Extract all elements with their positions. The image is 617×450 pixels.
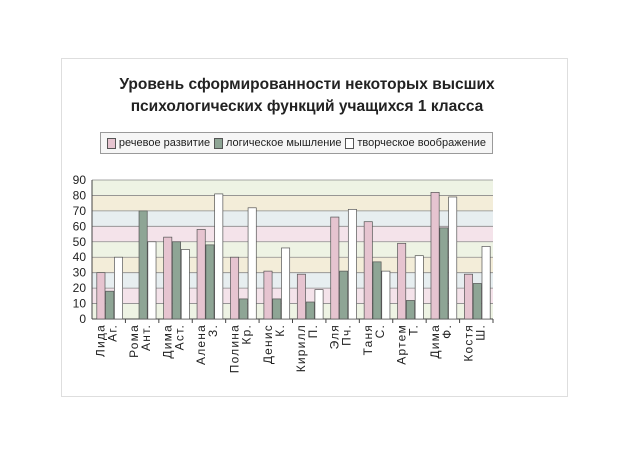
bar xyxy=(406,300,414,319)
bar xyxy=(215,194,223,319)
bar xyxy=(139,211,147,319)
bar xyxy=(382,271,390,319)
x-tick-label: Таня xyxy=(361,324,376,356)
bar xyxy=(181,250,189,320)
bar xyxy=(340,271,348,319)
legend-label-logic: логическое мышление xyxy=(225,137,342,149)
chart-title-line-2: психологических функций учащихся 1 класса xyxy=(130,98,484,115)
x-tick-label: З. xyxy=(205,324,220,337)
chart-title-line-1: Уровень сформированности некоторых высших xyxy=(119,76,495,93)
x-tick-label: Т. xyxy=(406,324,421,336)
y-tick-label: 60 xyxy=(72,219,86,234)
x-tick-label: Эля xyxy=(327,324,342,350)
bar xyxy=(239,299,247,319)
x-tick-label: П. xyxy=(306,324,321,339)
bar xyxy=(106,291,114,319)
bar xyxy=(431,192,439,319)
x-tick-label: Аст. xyxy=(172,324,187,351)
bar xyxy=(464,274,472,319)
x-tick-label: Пч. xyxy=(339,324,354,346)
bar xyxy=(331,217,339,319)
bar xyxy=(197,229,205,319)
y-tick-label: 40 xyxy=(72,250,86,265)
bar xyxy=(482,246,490,319)
x-tick-label: Артем xyxy=(394,324,409,365)
bar xyxy=(373,262,381,319)
bar xyxy=(415,256,423,319)
bar xyxy=(206,245,214,319)
x-tick-label: Кр. xyxy=(239,324,254,345)
bar xyxy=(114,257,122,319)
x-tick-label: Лида xyxy=(93,324,108,358)
bar xyxy=(473,283,481,319)
y-tick-label: 80 xyxy=(72,188,86,203)
bar xyxy=(264,271,272,319)
x-tick-label: Кирилл xyxy=(294,324,309,373)
y-tick-label: 10 xyxy=(72,296,86,311)
bar xyxy=(164,237,172,319)
bar xyxy=(297,274,305,319)
bar xyxy=(440,228,448,319)
x-tick-label: Ф. xyxy=(439,324,454,339)
bar xyxy=(398,243,406,319)
bar xyxy=(230,257,238,319)
legend-label-imagination: творческое воображение xyxy=(357,137,487,149)
x-tick-label: Дима xyxy=(160,324,175,359)
x-tick-label: Костя xyxy=(461,324,476,362)
bar xyxy=(273,299,281,319)
x-tick-label: Дима xyxy=(427,324,442,359)
x-tick-label: К. xyxy=(272,324,287,337)
x-tick-label: Алена xyxy=(193,324,208,365)
legend-label-speech: речевое развитие xyxy=(118,137,211,149)
x-tick-label: Денис xyxy=(260,324,275,365)
bar xyxy=(449,197,457,319)
x-tick-label: Аг. xyxy=(105,324,120,342)
x-tick-label: Рома xyxy=(127,324,142,358)
y-tick-label: 70 xyxy=(72,203,86,218)
x-tick-label: Полина xyxy=(227,324,242,374)
bar xyxy=(248,208,256,319)
y-tick-label: 20 xyxy=(72,281,86,296)
x-tick-label: Ш. xyxy=(473,324,488,341)
bar xyxy=(306,302,314,319)
x-tick-label: Ант. xyxy=(139,324,154,351)
bar xyxy=(348,209,356,319)
bar xyxy=(97,273,105,319)
y-tick-label: 30 xyxy=(72,265,86,280)
bar xyxy=(315,290,323,319)
x-tick-label: С. xyxy=(373,324,388,339)
bar xyxy=(364,222,372,319)
bar xyxy=(172,242,180,319)
bar xyxy=(281,248,289,319)
y-tick-label: 0 xyxy=(79,312,86,326)
y-tick-label: 90 xyxy=(72,173,86,187)
y-tick-label: 50 xyxy=(72,234,86,249)
bar xyxy=(148,242,156,319)
